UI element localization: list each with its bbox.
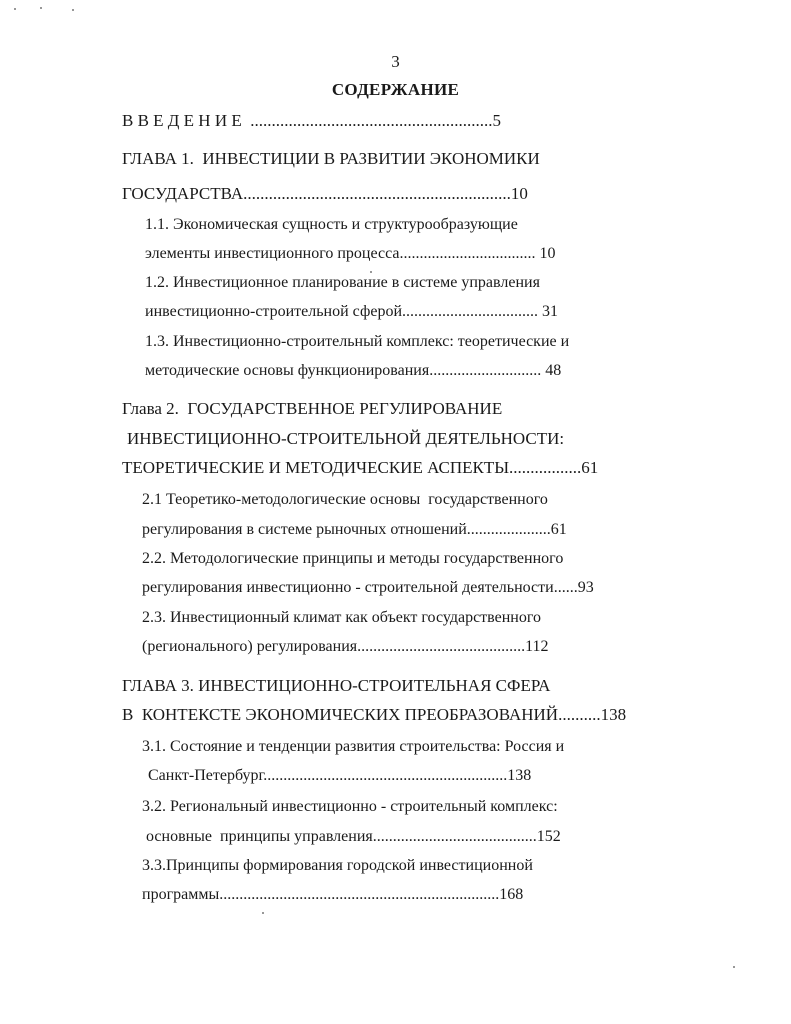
toc-section-1-3-cont: методические основы функционирования............................ 48 [145,362,562,379]
toc-entry-introduction: В В Е Д Е Н И Е .........................................................5 [122,111,501,130]
scan-speck [262,912,264,914]
toc-section-2-2-cont: регулирования инвестиционно - строительной деятельности......93 [142,579,594,596]
toc-chapter-1-title: ГЛАВА 1. ИНВЕСТИЦИИ В РАЗВИТИИ ЭКОНОМИКИ [122,149,540,168]
toc-section-2-2: 2.2. Методологические принципы и методы государственного [142,550,564,567]
toc-section-3-1-cont: Санкт-Петербург.............................................................138 [148,767,532,784]
scan-speck [733,966,735,968]
toc-section-3-1: 3.1. Состояние и тенденции развития строительства: Россия и [142,738,565,755]
toc-section-1-1: 1.1. Экономическая сущность и структурообразующие [145,216,518,233]
toc-section-3-3: 3.3.Принципы формирования городской инвестиционной [142,857,533,874]
toc-section-2-3-cont: (регионального) регулирования..........................................112 [142,638,549,655]
toc-section-1-2-cont: инвестиционно-строительной сферой.................................. 31 [145,303,558,320]
toc-section-3-3-cont: программы......................................................................168 [142,886,524,903]
toc-chapter-2-title: Глава 2. ГОСУДАРСТВЕННОЕ РЕГУЛИРОВАНИЕ [122,399,503,418]
toc-section-2-1: 2.1 Теоретико-методологические основы государственного [142,491,548,508]
toc-section-1-3: 1.3. Инвестиционно-строительный комплекс: теоретические и [145,333,570,350]
toc-chapter-3-title-cont: В КОНТЕКСТЕ ЭКОНОМИЧЕСКИХ ПРЕОБРАЗОВАНИЙ..........138 [122,705,627,724]
page-number: 3 [391,52,400,71]
toc-section-2-3: 2.3. Инвестиционный климат как объект государственного [142,609,542,626]
toc-section-2-1-cont: регулирования в системе рыночных отношений.....................61 [142,521,567,538]
toc-chapter-2-title-cont: ИНВЕСТИЦИОННО-СТРОИТЕЛЬНОЙ ДЕЯТЕЛЬНОСТИ: [127,429,565,448]
toc-chapter-2-title-cont-2: ТЕОРЕТИЧЕСКИЕ И МЕТОДИЧЕСКИЕ АСПЕКТЫ.................61 [122,458,599,477]
scan-speck [40,7,42,9]
toc-section-3-2: 3.2. Региональный инвестиционно - строительный комплекс: [142,798,558,815]
toc-chapter-3-title: ГЛАВА 3. ИНВЕСТИЦИОННО-СТРОИТЕЛЬНАЯ СФЕРА [122,676,551,695]
scan-speck [370,271,372,273]
page-title: СОДЕРЖАНИЕ [331,80,460,99]
toc-chapter-1-title-cont: ГОСУДАРСТВА...............................................................10 [122,184,528,203]
scan-speck [72,9,74,11]
toc-section-3-2-cont: основные принципы управления.........................................152 [146,828,561,845]
toc-section-1-2: 1.2. Инвестиционное планирование в системе управления [145,274,540,291]
toc-section-1-1-cont: элементы инвестиционного процесса.................................. 10 [145,245,556,262]
scan-speck [14,8,16,10]
